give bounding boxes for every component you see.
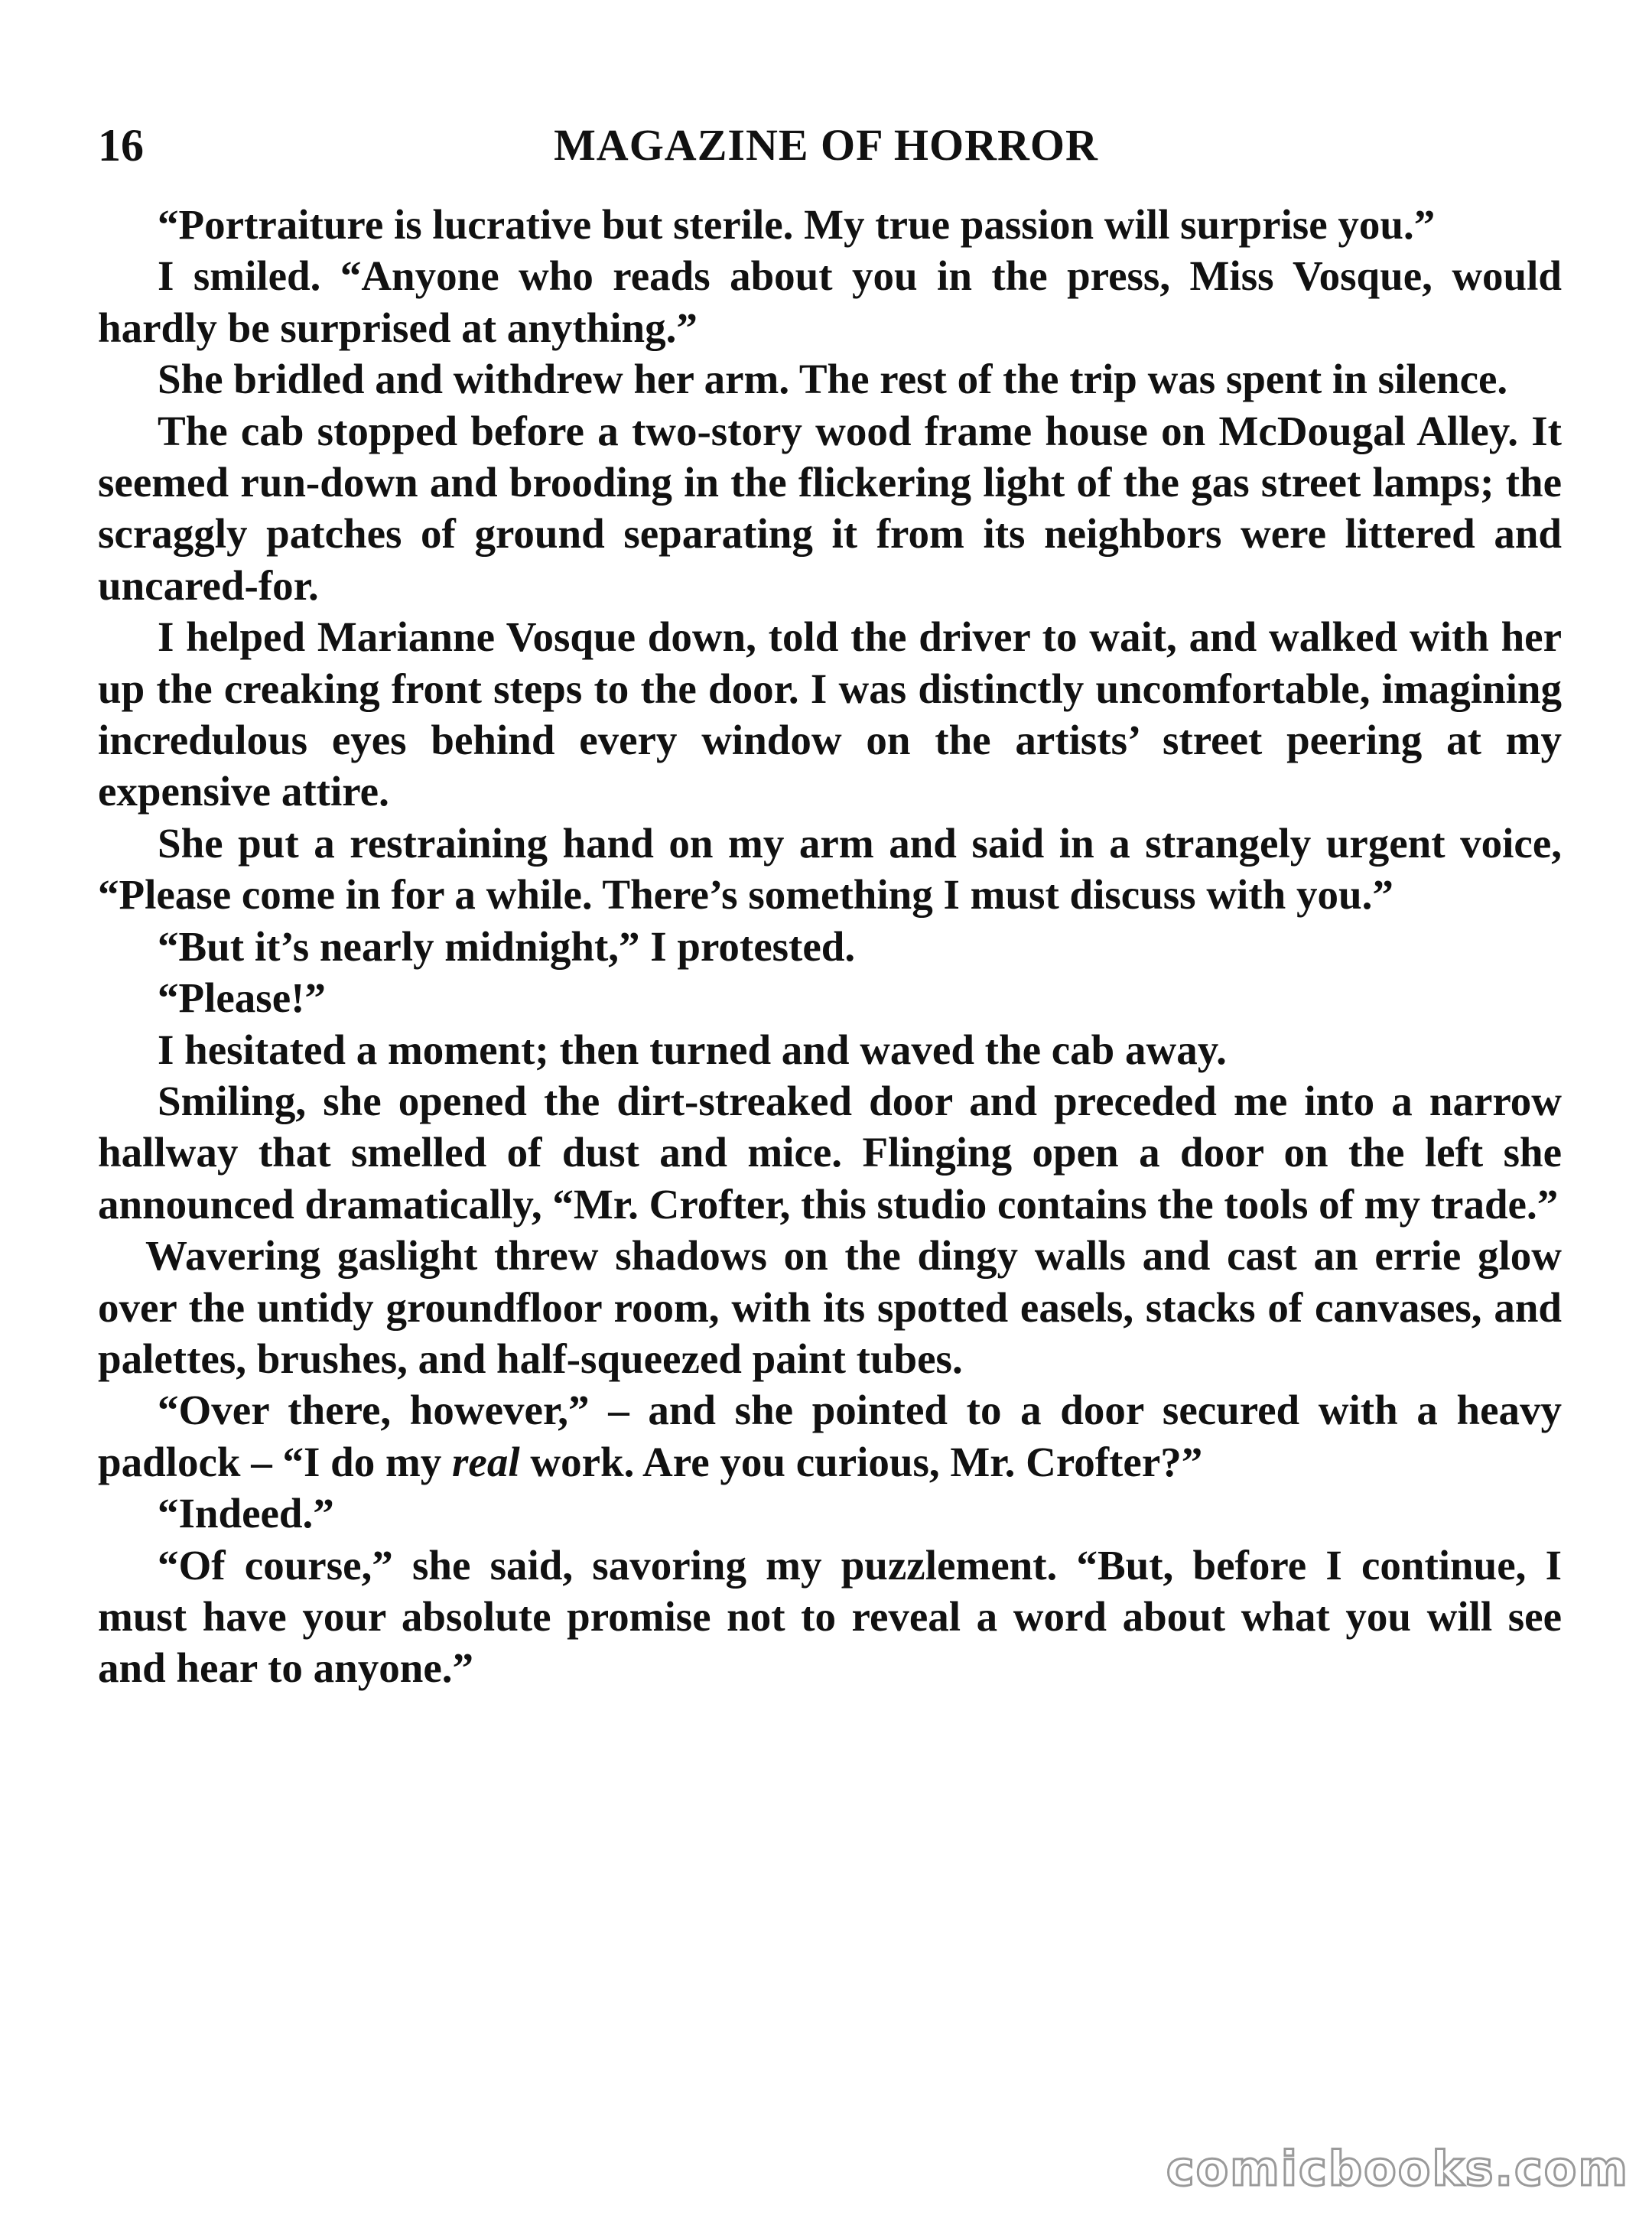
paragraph: “Of course,” she said, savoring my puzzlement. “But, before I continue, I must have your absolute promise not to reveal a word about what you will see and hear to anyone.” — [98, 1541, 1562, 1692]
paragraph: “Over there, however,” – and she pointed to a door secured with a heavy padlock – “I do my real work. Are you curious, Mr. Crofter?” — [98, 1387, 1562, 1485]
emphasized-word: real — [452, 1438, 520, 1485]
watermark-logo: comicbooks.com — [1166, 2141, 1629, 2197]
running-head: MAGAZINE OF HORROR — [554, 120, 1098, 170]
paragraph: “Please!” — [158, 974, 326, 1022]
paragraph: I hesitated a moment; then turned and waved the cab away. — [158, 1026, 1227, 1073]
paragraph: “Indeed.” — [158, 1490, 334, 1537]
paragraph: The cab stopped before a two-story wood frame house on McDougal Alley. It seemed run-down and brooding in the flickering light of the gas street lamps; the scraggly patches of ground separating it from its neighbors were littered and uncared-for. — [98, 407, 1562, 609]
paragraph: I smiled. “Anyone who reads about you in the press, Miss Vosque, would hardly be surprised at anything.” — [98, 252, 1562, 351]
paragraph: She put a restraining hand on my arm and said in a strangely urgent voice, “Please come in for a while. There’s something I must discuss with you.” — [98, 819, 1562, 919]
story-body — [98, 199, 1562, 1694]
paragraph: “Portraiture is lucrative but sterile. My true passion will surprise you.” — [158, 201, 1436, 248]
paragraph: She bridled and withdrew her arm. The rest of the trip was spent in silence. — [158, 356, 1508, 403]
paragraph: I helped Marianne Vosque down, told the driver to wait, and walked with her up the creaking front steps to the door. I was distinctly uncomfortable, imagining incredulous eyes behind every window on the artists’ street peering at my expensive attire. — [98, 613, 1562, 815]
page-header — [98, 115, 1554, 176]
paragraph: Wavering gaslight threw shadows on the dingy walls and cast an errie glow over the untidy groundfloor room, with its spotted easels, stacks of canvases, and palettes, brushes, and half-squeezed paint tubes. — [98, 1232, 1562, 1382]
paragraph: “But it’s nearly midnight,” I protested. — [158, 922, 856, 970]
page-number: 16 — [98, 120, 144, 171]
paragraph: Smiling, she opened the dirt-streaked door and preceded me into a narrow hallway that smelled of dust and mice. Flinging open a door on the left she announced dramatically, “Mr. Crofter, this studio contains the tools of my trade.” — [98, 1077, 1562, 1228]
